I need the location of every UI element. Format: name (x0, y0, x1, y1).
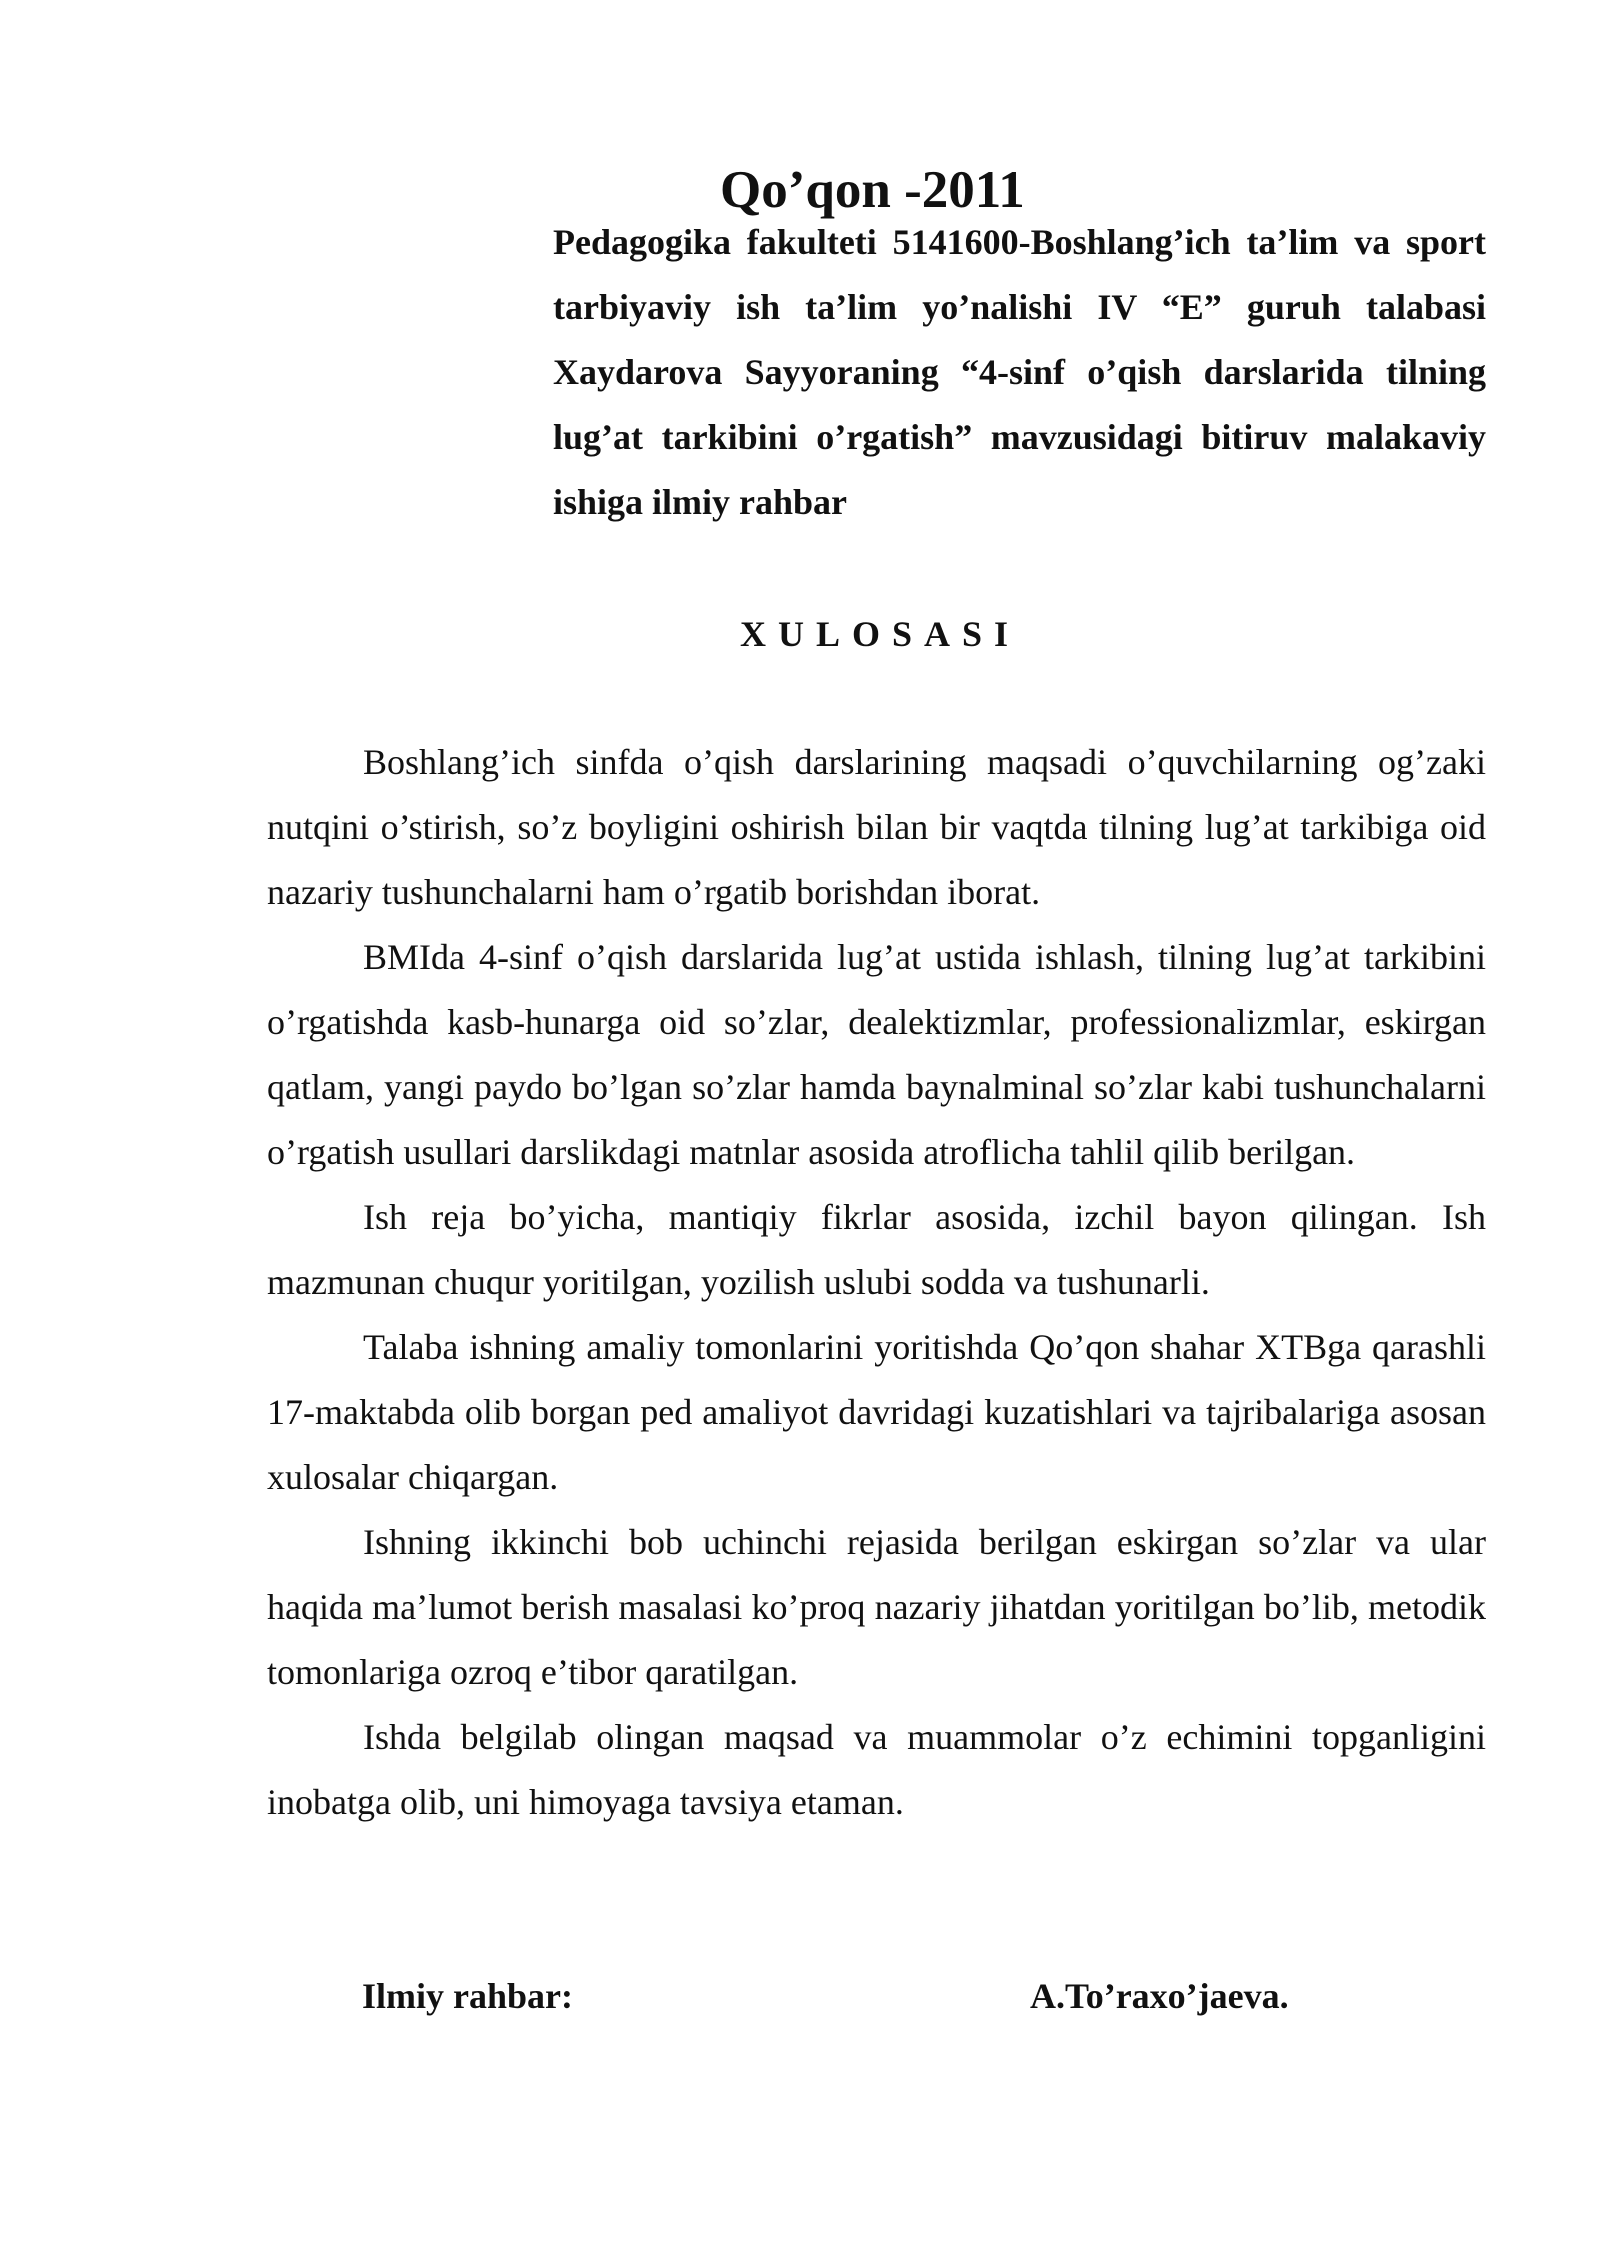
body-paragraph: Talaba ishning amaliy tomonlarini yoritishda Qo’qon shahar XTBga qarashli 17-maktabda olib borgan ped amaliyot davridagi kuzatishlari va tajribalariga asosan xulosalar chiqargan. (267, 1327, 1486, 1497)
body-paragraph: BMIda 4-sinf o’qish darslarida lug’at ustida ishlash, tilning lug’at tarkibini o’rgatishda kasb-hunarga oid so’zlar, dealektizmlar, professionalizmlar, eskirgan qatlam, yangi paydo bo’lgan so’zlar hamda baynalminal so’zlar kabi tushunchalarni o’rgatish usullari darslikdagi matnlar asosida atroflicha tahlil qilib berilgan. (267, 937, 1486, 1172)
signature-label: Ilmiy rahbar: (362, 1976, 573, 2016)
document-header-intro: Pedagogika fakulteti 5141600-Boshlang’ich ta’lim va sport tarbiyaviy ish ta’lim yo’nalishi IV “E” guruh talabasi Xaydarova Sayyoraning “4-sinf o’qish darslarida tilning lug’at tarkibini o’rgatish” mavzusidagi bitiruv malakaviy ishiga ilmiy rahbar (553, 222, 1486, 522)
document-body (267, 730, 1486, 1835)
body-paragraph: Ishda belgilab olingan maqsad va muammolar o’z echimini topganligini inobatga olib, uni himoyaga tavsiya etaman. (267, 1717, 1486, 1822)
city-year-heading: Qo’qon -2011 (720, 161, 1025, 219)
document-title: XULOSASI (739, 614, 1021, 654)
body-paragraph: Ish reja bo’yicha, mantiqiy fikrlar asosida, izchil bayon qilingan. Ish mazmunan chuqur yoritilgan, yozilish uslubi sodda va tushunarli. (267, 1197, 1486, 1302)
body-paragraph: Boshlang’ich sinfda o’qish darslarining maqsadi o’quvchilarning og’zaki nutqini o’stirish, so’z boyligini oshirish bilan bir vaqtda tilning lug’at tarkibiga oid nazariy tushunchalarni ham o’rgatib borishdan iborat. (267, 742, 1486, 912)
body-paragraph: Ishning ikkinchi bob uchinchi rejasida berilgan eskirgan so’zlar va ular haqida ma’lumot berish masalasi ko’proq nazariy jihatdan yoritilgan bo’lib, metodik tomonlariga ozroq e’tibor qaratilgan. (267, 1522, 1486, 1692)
signature-name: A.To’raxo’jaeva. (1030, 1976, 1289, 2016)
